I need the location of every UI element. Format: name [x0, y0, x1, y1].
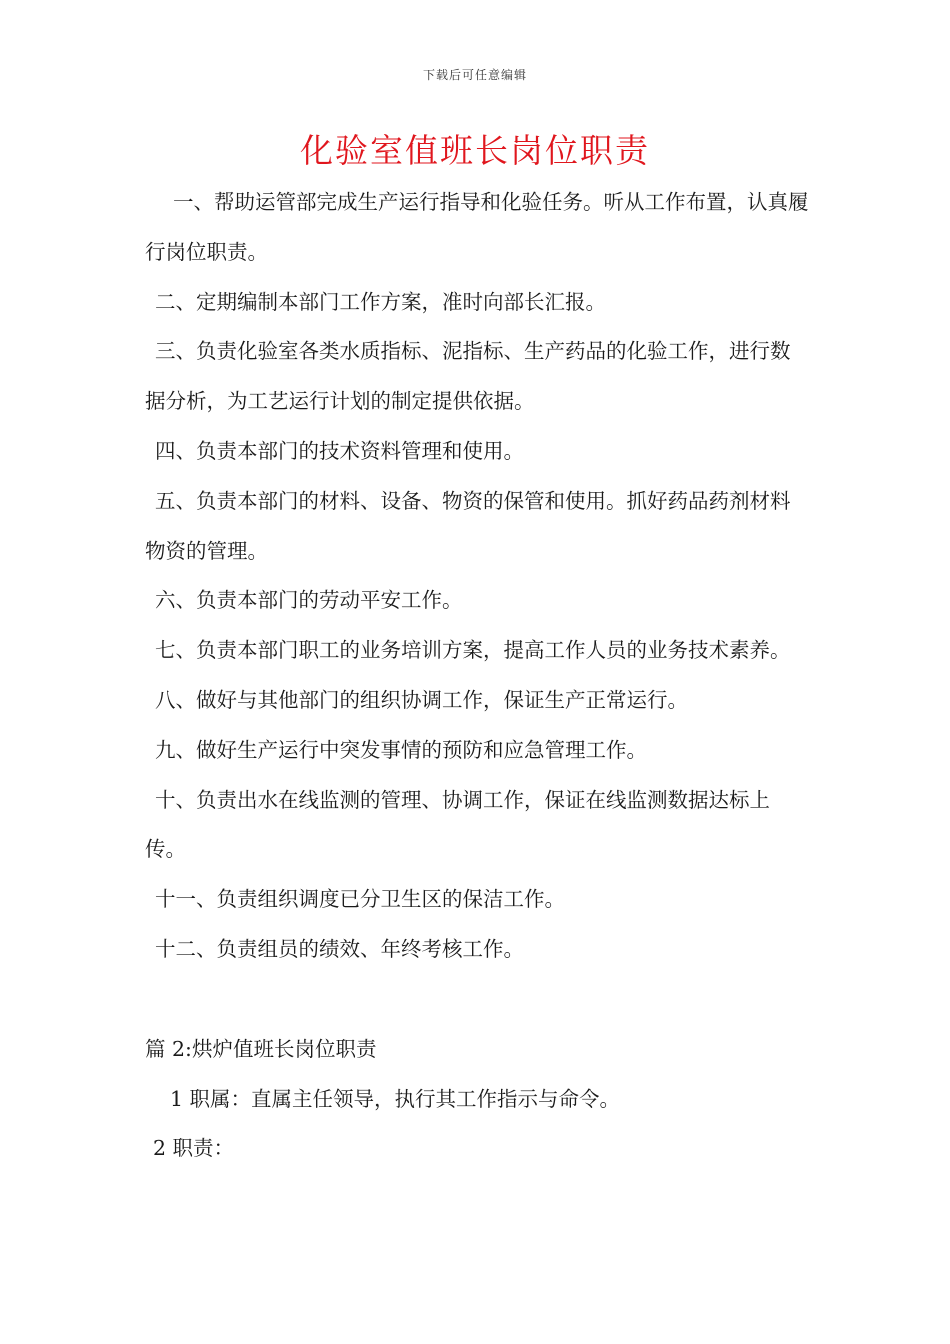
duty-item-12: 十二、负责组员的绩效、年终考核工作。	[155, 936, 524, 961]
duty-item-6: 六、负责本部门的劳动平安工作。	[155, 588, 463, 613]
duty-item-11: 十一、负责组织调度已分卫生区的保洁工作。	[155, 887, 565, 912]
duty-item-9: 九、做好生产运行中突发事情的预防和应急管理工作。	[155, 737, 647, 762]
duty-item-1: 一、帮助运管部完成生产运行指导和化验任务。听从工作布置，认真履行岗位职责。	[145, 190, 809, 264]
duty-item-5: 五、负责本部门的材料、设备、物资的保管和使用。抓好药品药剂材料物资的管理。	[145, 488, 791, 563]
duty-item-3: 三、负责化验室各类水质指标、泥指标、生产药品的化验工作，进行数据分析，为工艺运行计划的制定提供依据。	[145, 339, 791, 414]
duty-item-10: 十、负责出水在线监测的管理、协调工作，保证在线监测数据达标上传。	[145, 787, 770, 862]
section-spacer	[145, 975, 810, 1025]
section2-title: 篇 2:烘炉值班长岗位职责	[145, 1036, 377, 1061]
duty-item-2: 二、定期编制本部门工作方案，准时向部长汇报。	[155, 289, 606, 314]
duty-item-7: 七、负责本部门职工的业务培训方案，提高工作人员的业务技术素养。	[155, 638, 791, 663]
document-body	[145, 178, 810, 1174]
document-title: 化验室值班长岗位职责	[300, 131, 650, 170]
section2-item-1: 1 职属：直属主任领导，执行其工作指示与命令。	[170, 1086, 621, 1111]
duty-item-4: 四、负责本部门的技术资料管理和使用。	[155, 438, 524, 463]
duty-item-8: 八、做好与其他部门的组织协调工作，保证生产正常运行。	[155, 687, 688, 712]
header-note: 下载后可任意编辑	[422, 68, 527, 82]
section2-item-2: 2 职责：	[153, 1136, 235, 1161]
